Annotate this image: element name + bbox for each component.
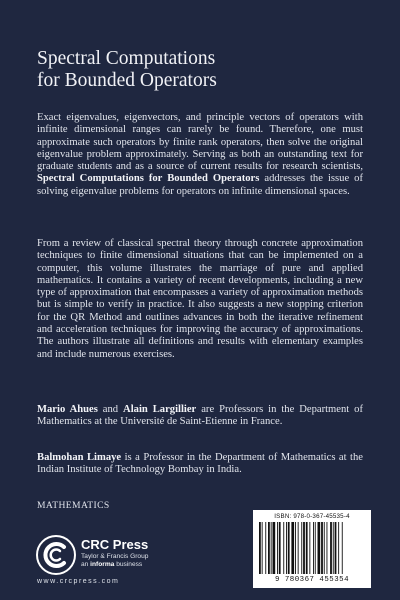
barcode-bars: [257, 522, 367, 576]
author-name: Balmohan Limaye: [37, 452, 122, 463]
barcode-bar: [303, 522, 305, 574]
crc-press-logo-icon: [35, 534, 77, 576]
barcode-bar: [279, 522, 281, 574]
author-name: Mario Ahues: [37, 404, 98, 415]
barcode-bar: [295, 522, 296, 574]
barcode-bar: [271, 522, 272, 574]
author-bio-2: [37, 452, 363, 477]
barcode-bar: [309, 522, 310, 574]
author-bio-text: are Professors in the Department of Mathematics at the Université de Saint-Etienne in France.: [37, 404, 364, 428]
publisher-url: www.crcpress.com: [37, 578, 120, 585]
book-title: [37, 48, 367, 92]
barcode-bar: [259, 522, 261, 574]
isbn-label: ISBN: 978-0-367-45535-4: [274, 513, 350, 520]
book-title-line-1: Spectral Computations: [37, 48, 216, 69]
barcode-bar: [265, 522, 266, 574]
barcode-digits: 9 780367 455354: [274, 576, 350, 584]
publisher-business: an informa business: [81, 561, 143, 568]
barcode-bar: [333, 522, 334, 574]
barcode-bar: [283, 522, 284, 574]
barcode-bar: [301, 522, 302, 574]
book-title-line-2: for Bounded Operators: [37, 70, 217, 91]
barcode-bar: [335, 522, 337, 574]
barcode-bar: [315, 522, 316, 574]
barcode-bar: [268, 522, 270, 574]
subject-category: MATHEMATICS: [37, 500, 110, 511]
barcode-bar: [273, 522, 276, 574]
barcode-bar: [313, 522, 314, 574]
description-paragraph-2: From a review of classical spectral theory through concrete approximation techniques to finite dimensional situations that can be implemented on a computer, this volume illustrates the marriage of pure and applied mathematics. It contains a variety of recent developments, including a new type of approximation that encompasses a variety of approximation methods but is simple to verify in practice. It also suggests a new stopping criterion for the QR Method and outlines advances in both the iterative refinement and acceleration techniques for improving the accuracy of approximations. The authors illustrate all definitions and results with elementary examples and include numerous exercises.: [37, 238, 363, 360]
barcode-bar: [288, 522, 290, 574]
author-bio-1: [37, 404, 363, 429]
barcode-bar: [291, 522, 294, 574]
barcode-bar: [338, 522, 339, 574]
publisher-name: CRC Press: [81, 537, 149, 552]
barcode-bar: [327, 522, 328, 574]
description-text: Exact eigenvalues, eigenvectors, and principle vectors of operators with infinite dimensional ranges can rarely be found. Therefore, one must approximate such operators by finite rank operators, then solve the original eigenvalue problem approximately. Serving as both an outstanding text for graduate students and as a source of current results for research scientists,: [37, 112, 363, 173]
barcode-bar: [277, 522, 278, 574]
publisher-group: Taylor & Francis Group: [81, 553, 149, 560]
author-name: Alain Largillier: [123, 404, 197, 415]
description-paragraph-1: [37, 112, 363, 198]
author-conjunction: and: [97, 404, 124, 415]
description-book-title: Spectral Computations for Bounded Operators: [37, 173, 260, 185]
barcode-bar: [324, 522, 325, 574]
barcode-bar: [286, 522, 287, 574]
barcode-bar: [330, 522, 332, 574]
barcode-bar: [342, 522, 343, 574]
barcode-bar: [306, 522, 308, 574]
barcode: [253, 510, 371, 588]
barcode-bar: [318, 522, 321, 574]
barcode-bar: [298, 522, 299, 574]
description-text-end: addresses the issue of solving eigenvalue problems for operators on infinite dimensional spaces.: [37, 173, 363, 197]
publisher-logo: [35, 532, 195, 582]
author-bio-text: is a Professor in the Department of Mathematics at the Indian Institute of Technology Bombay in India.: [37, 452, 363, 476]
barcode-bar: [321, 522, 323, 574]
barcode-bar: [262, 522, 263, 574]
